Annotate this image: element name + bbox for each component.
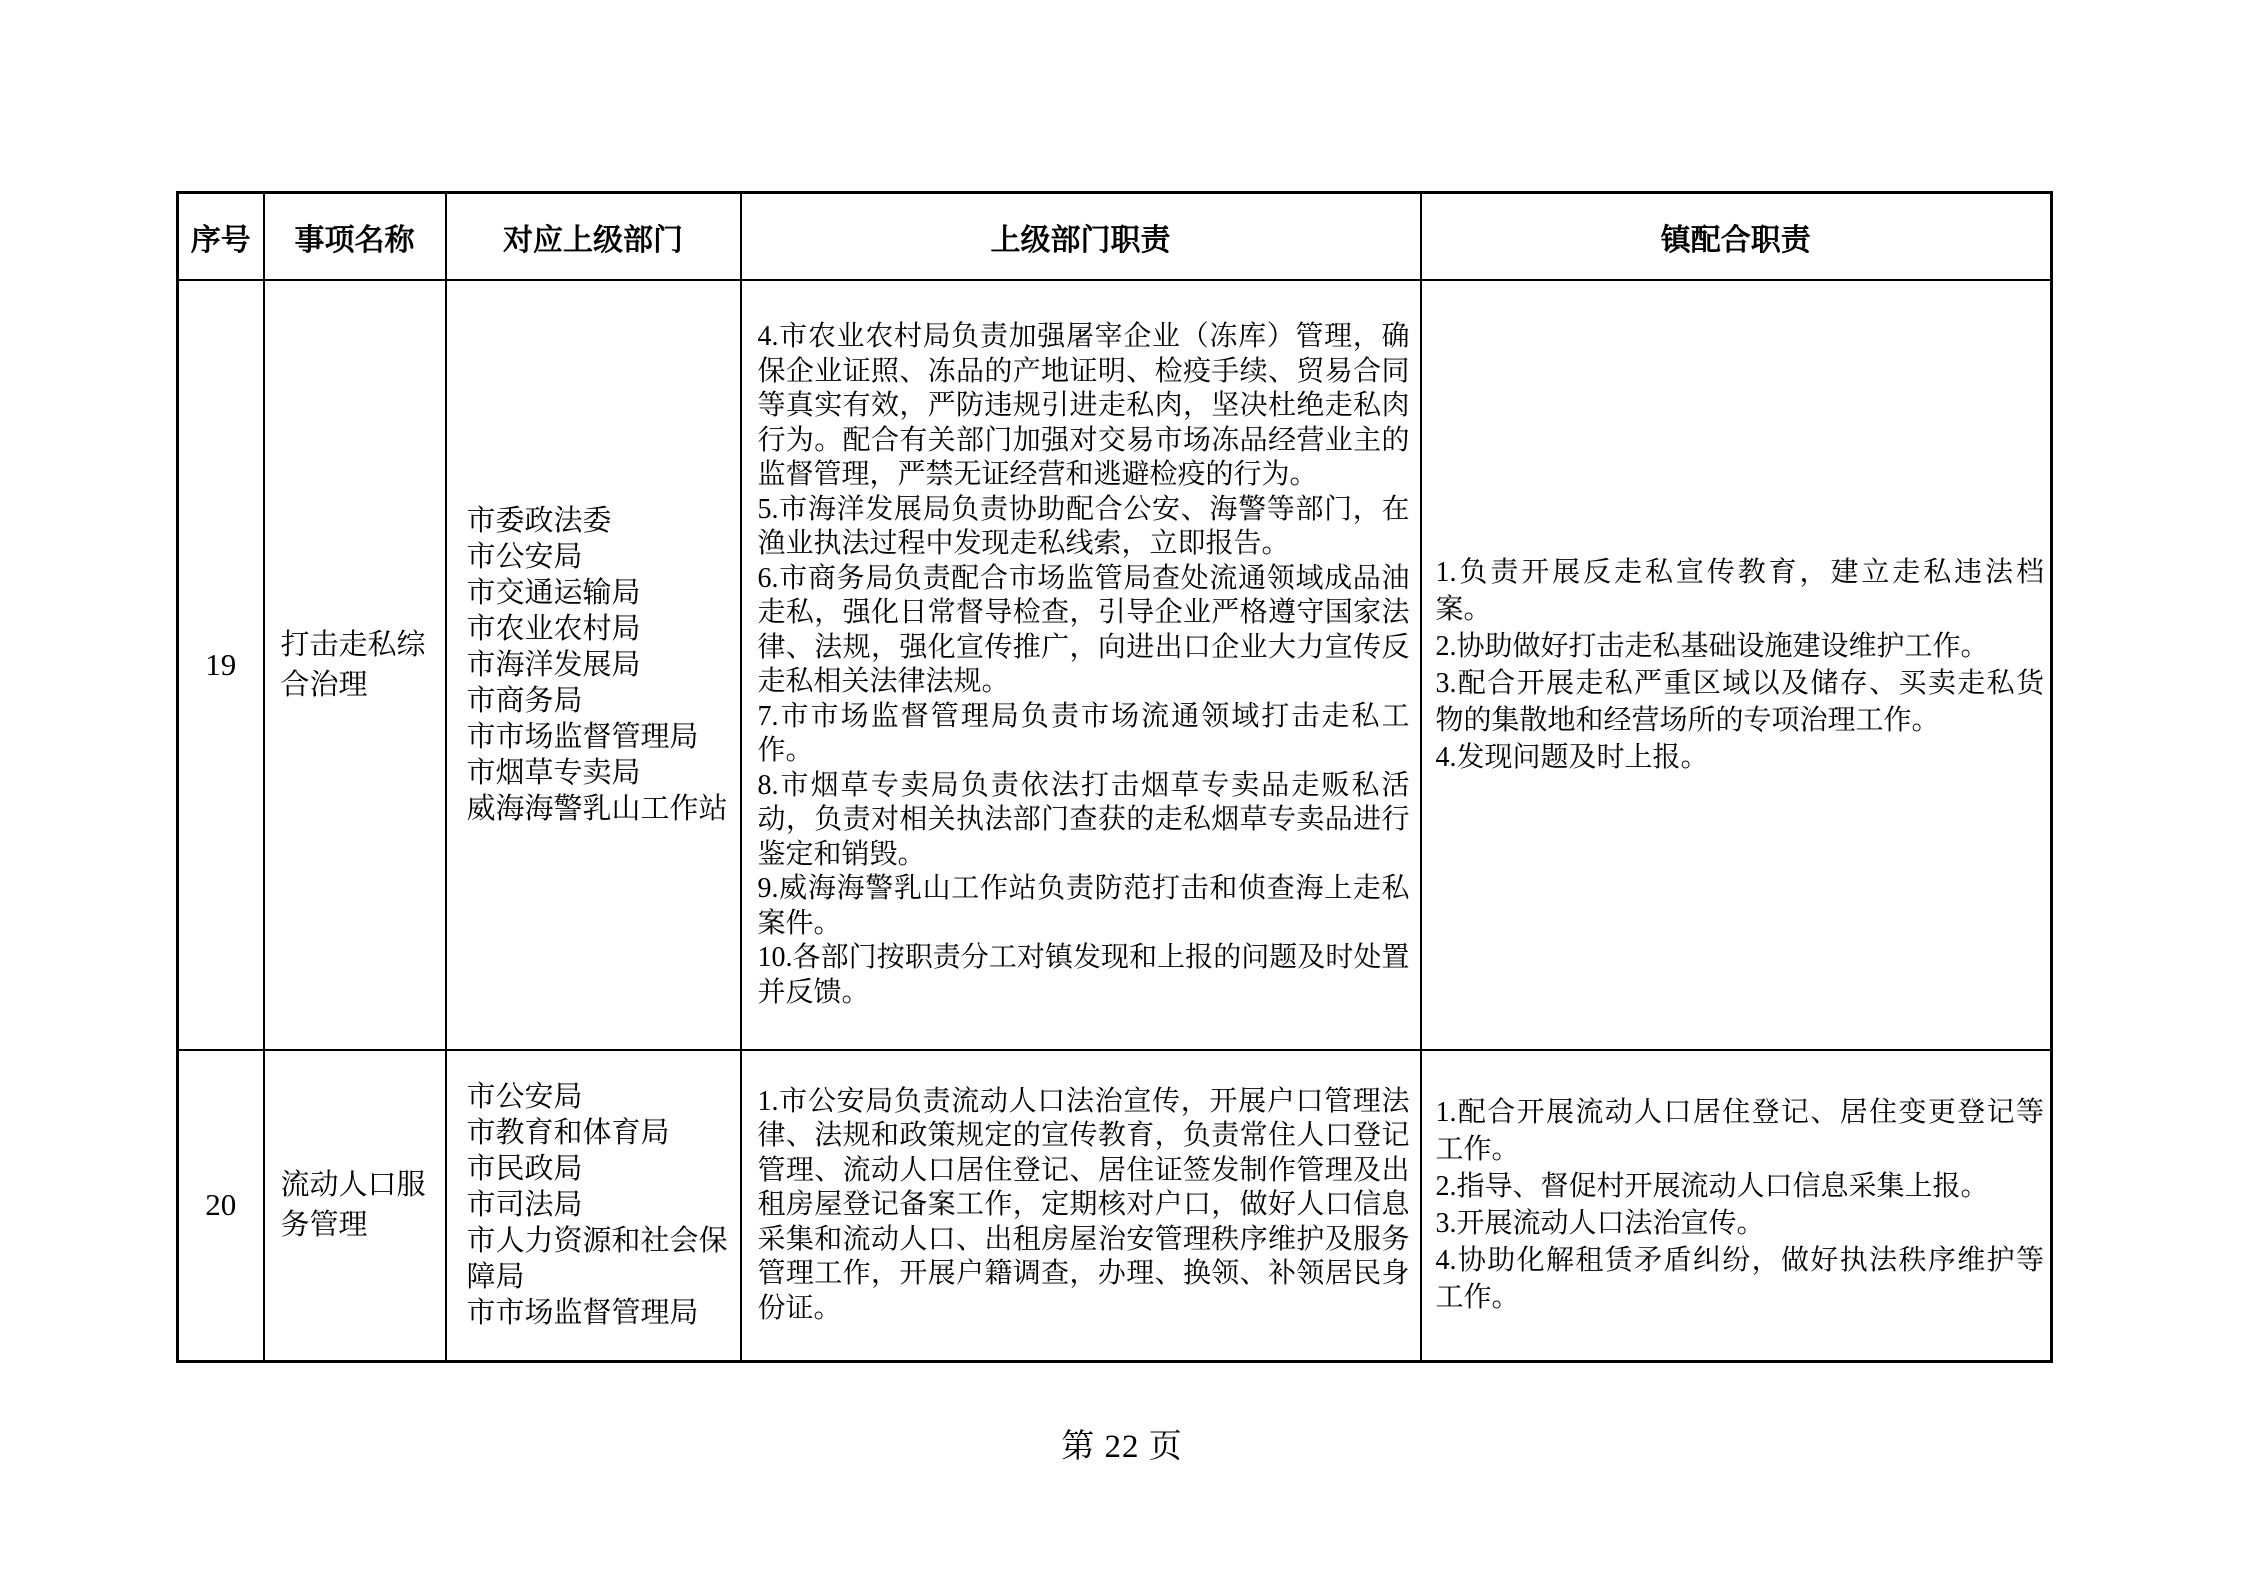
department-line: 市人力资源和社会保障局 — [466, 1225, 728, 1294]
department-line: 市商务局 — [466, 685, 583, 717]
responsibility-table — [176, 191, 2053, 1363]
col-header-seq: 序号 — [178, 193, 264, 281]
department-line: 市民政局 — [466, 1153, 583, 1186]
department-line: 市烟草专卖局 — [466, 757, 641, 789]
duty-item: 6.市商务局负责配合市场监管局查处流通领域成品油走私，强化日常督导检查，引导企业严格遵守国家法律、法规，强化宣传推广，向进出口企业大力宣传反走私相关法律法规。 — [757, 562, 1410, 697]
superior-duties-cell — [741, 1050, 1421, 1361]
item-name-text: 流动人口服务管理 — [280, 1169, 426, 1242]
town-duties-cell — [1421, 1050, 2052, 1361]
table-row-20 — [178, 1050, 2052, 1361]
department-line: 市司法局 — [466, 1189, 583, 1222]
department-line: 市市场监督管理局 — [466, 721, 699, 753]
duty-item: 5.市海洋发展局负责协助配合公安、海警等部门，在渔业执法过程中发现走私线索，立即报告。 — [757, 493, 1410, 559]
department-line: 市公安局 — [466, 1081, 583, 1114]
duty-item: 2.指导、督促村开展流动人口信息采集上报。 — [1435, 1171, 1989, 1203]
duty-item: 3.开展流动人口法治宣传。 — [1435, 1208, 1765, 1240]
duty-item: 3.配合开展走私严重区域以及储存、买卖走私货物的集散地和经营场所的专项治理工作。 — [1435, 668, 2044, 736]
duty-item: 2.协助做好打击走私基础设施建设维护工作。 — [1435, 631, 1989, 662]
duty-item: 10.各部门按职责分工对镇发现和上报的问题及时处置并反馈。 — [757, 942, 1410, 1008]
departments-cell — [446, 1050, 741, 1361]
department-line: 市交通运输局 — [466, 577, 641, 609]
duty-item: 4.市农业农村局负责加强屠宰企业（冻库）管理，确保企业证照、冻品的产地证明、检疫手续、贸易合同等真实有效，严防违规引进走私肉，坚决杜绝走私肉行为。配合有关部门加强对交易市场冻品经营业主的监督管理，严禁无证经营和逃避检疫的行为。 — [757, 321, 1410, 490]
duty-item: 4.协助化解租赁矛盾纠纷，做好执法秩序维护等工作。 — [1435, 1245, 2044, 1314]
item-name-cell — [264, 1050, 446, 1361]
department-line: 市教育和体育局 — [466, 1117, 670, 1150]
page-number: 第 22 页 — [1061, 1429, 1183, 1465]
department-line: 市委政法委 — [466, 505, 612, 537]
item-name-text: 打击走私综合治理 — [280, 629, 426, 701]
department-line: 市农业农村局 — [466, 613, 641, 645]
col-header-superior-duties: 上级部门职责 — [741, 193, 1421, 281]
departments-cell — [446, 280, 741, 1050]
department-line: 市市场监督管理局 — [466, 1297, 699, 1330]
duty-item: 8.市烟草专卖局负责依法打击烟草专卖品走贩私活动，负责对相关执法部门查获的走私烟草专卖品进行鉴定和销毁。 — [757, 769, 1410, 870]
duty-item: 1.配合开展流动人口居住登记、居住变更登记等工作。 — [1435, 1097, 2044, 1166]
table-header-row — [178, 193, 2052, 281]
col-header-town-duties: 镇配合职责 — [1421, 193, 2052, 281]
superior-duties-cell — [741, 280, 1421, 1050]
department-line: 市海洋发展局 — [466, 649, 641, 681]
seq-cell: 20 — [178, 1050, 264, 1361]
table-row-19 — [178, 280, 2052, 1050]
town-duties-cell — [1421, 280, 2052, 1050]
col-header-item-name: 事项名称 — [264, 193, 446, 281]
department-line: 威海海警乳山工作站 — [466, 793, 728, 825]
duty-item: 1.市公安局负责流动人口法治宣传，开展户口管理法律、法规和政策规定的宣传教育，负责常住人口登记管理、流动人口居住登记、居住证签发制作管理及出租房屋登记备案工作，定期核对户口，做好人口信息采集和流动人口、出租房屋治安管理秩序维护及服务管理工作，开展户籍调查，办理、换领、补领居民身份证。 — [757, 1085, 1410, 1324]
duty-item: 4.发现问题及时上报。 — [1435, 742, 1709, 773]
department-line: 市公安局 — [466, 541, 583, 573]
duty-item: 7.市市场监督管理局负责市场流通领域打击走私工作。 — [757, 700, 1410, 766]
item-name-cell — [264, 280, 446, 1050]
duty-item: 9.威海海警乳山工作站负责防范打击和侦查海上走私案件。 — [757, 873, 1410, 939]
col-header-superior-department: 对应上级部门 — [446, 193, 741, 281]
duty-item: 1.负责开展反走私宣传教育，建立走私违法档案。 — [1435, 557, 2044, 625]
seq-cell: 19 — [178, 280, 264, 1050]
